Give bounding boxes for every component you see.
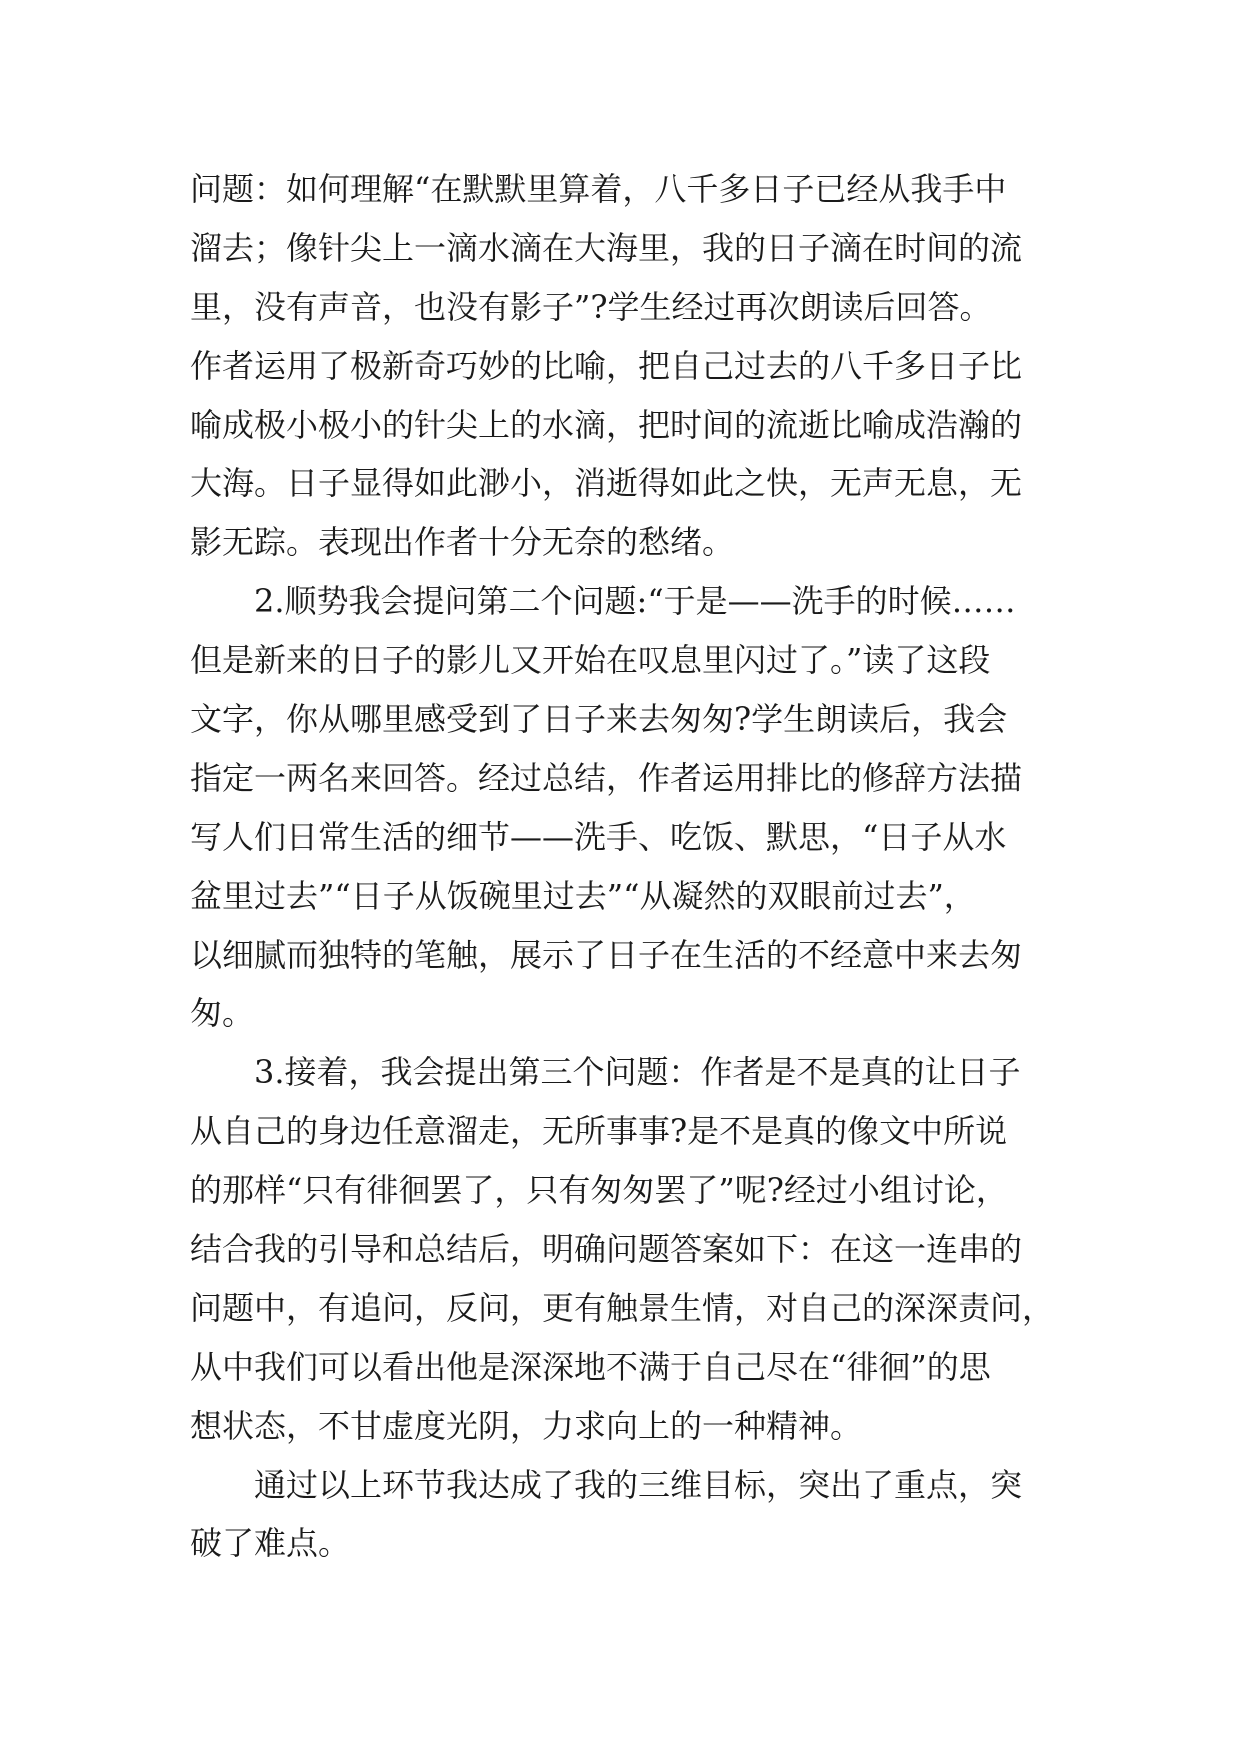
text-line: 结合我的引导和总结后，明确问题答案如下：在这一连串的 (190, 1230, 1023, 1269)
text-line: 盆里过去”“日子从饭碗里过去”“从凝然的双眼前过去”， (190, 876, 976, 915)
text-line: 问题：如何理解“在默默里算着，八千多日子已经从我手中 (190, 170, 1007, 208)
text-line: 问题中，有追问，反问，更有触景生情，对自己的深深责问， (190, 1288, 1055, 1327)
paragraph-summary (190, 1456, 1070, 1574)
text-line: 溜去；像针尖上一滴水滴在大海里，我的日子滴在时间的流 (190, 228, 1023, 267)
text-line: 写人们日常生活的细节——洗手、吃饭、默思，“日子从水 (190, 817, 1007, 856)
text-line: 破了难点。 (190, 1524, 351, 1563)
paragraph-question-1-answer (190, 160, 1070, 572)
text-line: 大海。日子显得如此渺小，消逝得如此之快，无声无息，无 (190, 464, 1023, 503)
text-line: 但是新来的日子的影儿又开始在叹息里闪过了。”读了这段 (190, 641, 991, 680)
paragraph-question-3 (190, 1043, 1070, 1455)
text-line: 影无踪。表现出作者十分无奈的愁绪。 (190, 523, 735, 562)
text-line: 文字，你从哪里感受到了日子来去匆匆?学生朗读后，我会 (190, 700, 1008, 739)
text-line: 的那样“只有徘徊罢了，只有匆匆罢了”呢?经过小组讨论， (190, 1171, 1008, 1210)
text-line: 以细腻而独特的笔触，展示了日子在生活的不经意中来去匆 (190, 935, 1023, 974)
text-line: 匆。 (190, 994, 255, 1033)
text-line: 指定一两名来回答。经过总结，作者运用排比的修辞方法描 (190, 758, 1023, 797)
text-line: 作者运用了极新奇巧妙的比喻，把自己过去的八千多日子比 (190, 346, 1023, 385)
text-line: 2.顺势我会提问第二个问题:“于是——洗手的时候…… (254, 582, 1016, 621)
text-line: 从自己的身边任意溜走，无所事事?是不是真的像文中所说 (190, 1112, 1008, 1151)
text-line: 想状态，不甘虚度光阴，力求向上的一种精神。 (190, 1406, 863, 1445)
body-text (190, 160, 1070, 1573)
text-line: 里，没有声音，也没有影子”?学生经过再次朗读后回答。 (190, 287, 992, 326)
text-line: 3.接着，我会提出第三个问题：作者是不是真的让日子 (254, 1053, 1021, 1092)
text-line: 从中我们可以看出他是深深地不满于自己尽在“徘徊”的思 (190, 1347, 991, 1386)
paragraph-question-2 (190, 572, 1070, 1043)
text-line: 通过以上环节我达成了我的三维目标，突出了重点，突 (254, 1465, 1023, 1504)
text-line: 喻成极小极小的针尖上的水滴，把时间的流逝比喻成浩瀚的 (190, 405, 1023, 444)
